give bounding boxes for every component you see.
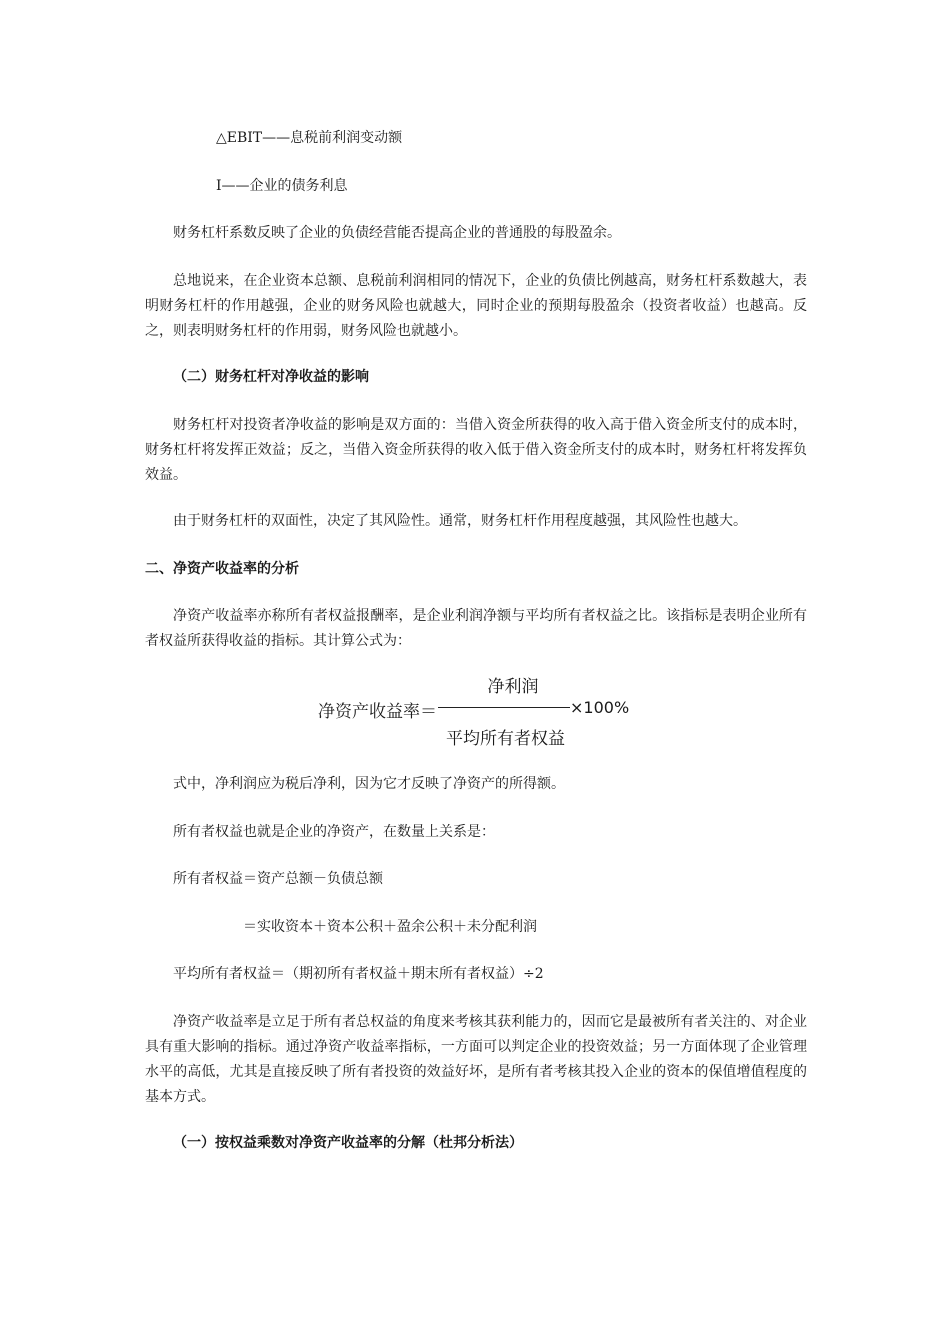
paragraph-leverage-effect: 财务杠杆对投资者净收益的影响是双方面的：当借入资金所获得的收入高于借入资金所支付的成本时，财务杠杆将发挥正效益；反之，当借入资金所获得的收入低于借入资金所支付的成本时，财务杠杆将发挥负效益。	[145, 417, 807, 483]
paragraph-dfl-meaning: 财务杠杆系数反映了企业的负债经营能否提高企业的普通股的每股盈余。	[173, 225, 621, 241]
heading-roe-analysis: 二、净资产收益率的分析	[145, 561, 299, 577]
paragraph-roe-definition: 净资产收益率亦称所有者权益报酬率，是企业利润净额与平均所有者权益之比。该指标是表明企业所有者权益所获得收益的指标。其计算公式为：	[145, 608, 807, 649]
paragraph-equity-relation: 所有者权益也就是企业的净资产，在数量上关系是：	[173, 824, 495, 840]
fraction-bar	[438, 707, 570, 708]
roe-formula	[318, 670, 648, 750]
paragraph-roe-significance: 净资产收益率是立足于所有者总权益的角度来考核其获利能力的，因而它是最被所有者关注的、对企业具有重大影响的指标。通过净资产收益率指标，一方面可以判定企业的投资效益；另一方面体现了企业管理水平的高低，尤其是直接反映了所有者投资的效益好坏，是所有者考核其投入企业的资本的保值增值程度的基本方式。	[145, 1014, 807, 1105]
formula-multiplier: ×100%	[570, 698, 630, 717]
equation-equity: 所有者权益＝资产总额－负债总额	[173, 871, 383, 887]
heading-dupont: （一）按权益乘数对净资产收益率的分解（杜邦分析法）	[173, 1135, 523, 1151]
paragraph-leverage-risk: 由于财务杠杆的双面性，决定了其风险性。通常，财务杠杆作用程度越强，其风险性也越大。	[173, 513, 747, 529]
formula-numerator: 净利润	[487, 677, 539, 697]
equation-average-equity: 平均所有者权益＝（期初所有者权益＋期末所有者权益）÷2	[173, 966, 544, 982]
formula-lhs: 净资产收益率＝	[318, 702, 437, 722]
equation-equity-breakdown: ＝实收资本＋资本公积＋盈余公积＋未分配利润	[243, 919, 537, 935]
interest-definition: I——企业的债务利息	[216, 178, 348, 194]
formula-denominator: 平均所有者权益	[446, 729, 565, 749]
paragraph-dfl-summary: 总地说来，在企业资本总额、息税前利润相同的情况下，企业的负债比例越高，财务杠杆系数越大，表明财务杠杆的作用越强，企业的财务风险也就越大，同时企业的预期每股盈余（投资者收益）也越高。反之，则表明财务杠杆的作用弱，财务风险也就越小。	[145, 273, 807, 339]
ebit-definition: △EBIT——息税前利润变动额	[216, 130, 403, 146]
paragraph-net-profit-note: 式中，净利润应为税后净利，因为它才反映了净资产的所得额。	[173, 776, 565, 792]
heading-leverage-effect: （二）财务杠杆对净收益的影响	[173, 369, 369, 385]
